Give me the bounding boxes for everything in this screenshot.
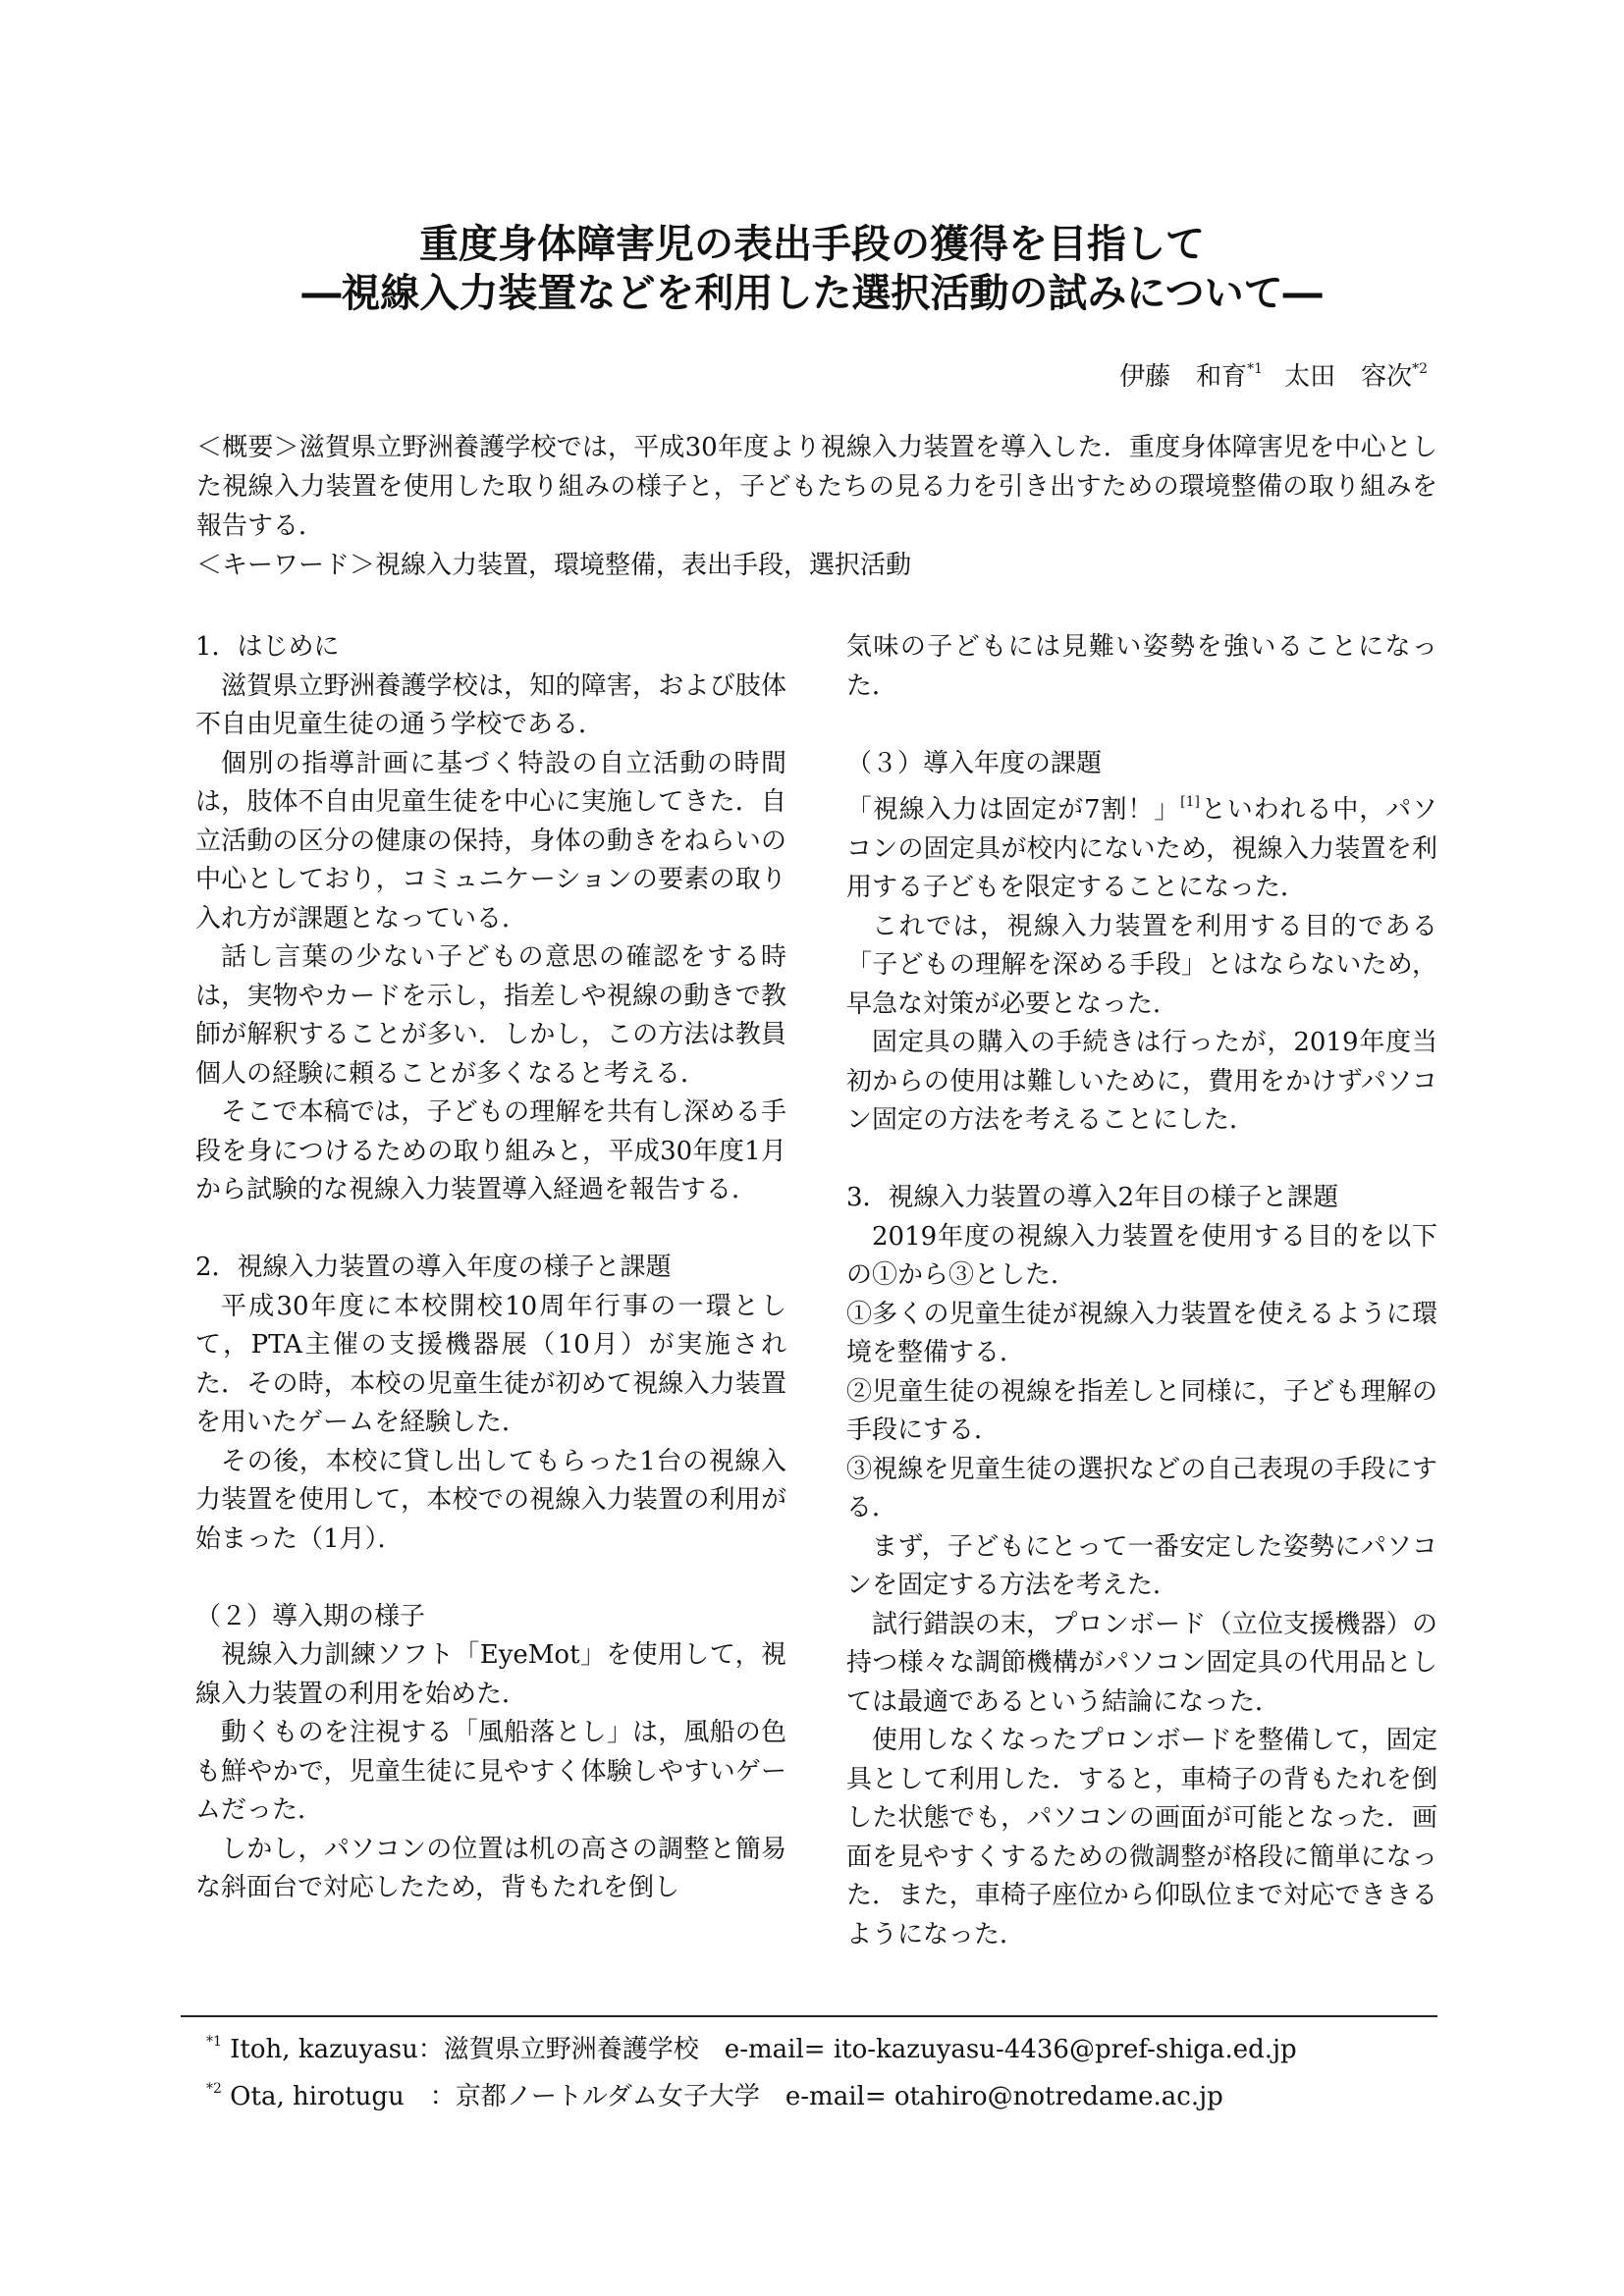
footnotes: [206, 2022, 1297, 2116]
subsection2-2-paragraph: しかし，パソコンの位置は机の高さの調整と簡易な斜面台で対応したため，背もたれを倒し: [195, 1834, 786, 1902]
section3-paragraph: 2019年度の視線入力装置を使用する目的を以下の①から③とした．: [846, 1221, 1437, 1290]
footnote-divider: [181, 2015, 1437, 2017]
citation-ref: [1]: [1180, 794, 1200, 810]
continued-paragraph: 気味の子どもには見難い姿勢を強いることになった．: [846, 632, 1437, 701]
subsection2-3-heading: （３）導入年度の課題: [846, 748, 1103, 778]
author-line: [1119, 351, 1428, 395]
paper-title-line2: ―視線入力装置などを利用した選択活動の試みについて―: [301, 271, 1323, 316]
left-column: [195, 628, 786, 1908]
subsection2-2-heading: （２）導入期の様子: [195, 1601, 426, 1631]
footnote-1: [206, 2022, 1297, 2069]
section3-paragraph: 試行錯誤の末，プロンボード（立位支援機器）の持つ様々な調節機構がパソコン固定具の代用品としては最適であるという結論になった．: [846, 1609, 1437, 1717]
author1-mark: *1: [1247, 361, 1264, 377]
section1-paragraph: 話し言葉の少ない子どもの意思の確認をする時は，実物やカードを示し，指差しや視線の動きで教師が解釈することが多い．しかし，この方法は教員個人の経験に頼ることが多くなると考える．: [195, 942, 786, 1089]
author2-mark: *2: [1412, 361, 1428, 377]
section3-list-item: ②児童生徒の視線を指差しと同様に，子ども理解の手段にする．: [846, 1376, 1437, 1445]
subsection2-2-paragraph: 動くものを注視する「風船落とし」は，風船の色も鮮やかで，児童生徒に見やすく体験しやすいゲームだった．: [195, 1718, 786, 1825]
author1-name: 伊藤 和育: [1119, 362, 1248, 392]
subsection2-2-paragraph: 視線入力訓練ソフト「EyeMot」を使用して，視線入力装置の利用を始めた．: [195, 1640, 786, 1709]
subsection2-3-paragraph: これでは，視線入力装置を利用する目的である「子どもの理解を深める手段」とはならないため，早急な対策が必要となった．: [846, 911, 1437, 1019]
right-column: [846, 628, 1437, 1954]
author2-name: 太田 容次: [1284, 362, 1413, 392]
quote-continuation: といわれる中，パソコンの固定具が校内にないため，視線入力装置を利用する子どもを限定することになった．: [846, 795, 1437, 902]
section1-paragraph: 個別の指導計画に基づく特設の自立活動の時間は，肢体不自由児童生徒を中心に実施してきた．自立活動の区分の健康の保持，身体の動きをねらいの中心としており，コミュニケーションの要素の取り入れ方が課題となっている．: [195, 748, 786, 934]
section3-heading: 3．視線入力装置の導入2年目の様子と課題: [846, 1183, 1339, 1212]
footnote-2-mark: *2: [206, 2081, 222, 2097]
section1-heading: 1．はじめに: [195, 632, 340, 662]
abstract-block: [196, 428, 1437, 585]
section3-list-item: ③視線を児童生徒の選択などの自己表現の手段にする．: [846, 1454, 1437, 1522]
footnote-1-mark: *1: [206, 2034, 222, 2050]
section1-paragraph: そこで本稿では，子どもの理解を共有し深める手段を身につけるための取り組みと，平成30年度1月から試験的な視線入力装置導入経過を報告する．: [195, 1097, 786, 1204]
section3-paragraph: まず，子どもにとって一番安定した姿勢にパソコンを固定する方法を考えた．: [846, 1531, 1437, 1600]
section1-paragraph: 滋賀県立野洲養護学校は，知的障害，および肢体不自由児童生徒の通う学校である．: [195, 670, 786, 739]
footnote-2-text: Ota, hirotugu ：京都ノートルダム女子大学 e-mail= otahiro@notredame.ac.jp: [221, 2082, 1223, 2111]
quote-text: 「視線入力は固定が7割！」: [846, 795, 1181, 825]
paper-title-line1: 重度身体障害児の表出手段の獲得を目指して: [419, 222, 1205, 267]
subsection2-3-paragraph: [846, 783, 1437, 908]
section3-list-item: ①多くの児童生徒が視線入力装置を使えるように環境を整備する．: [846, 1299, 1437, 1367]
abstract-keywords: ＜キーワード＞視線入力装置，環境整備，表出手段，選択活動: [196, 551, 912, 580]
footnote-2: [206, 2069, 1297, 2116]
abstract-summary: ＜概要＞滋賀県立野洲養護学校では，平成30年度より視線入力装置を導入した．重度身体障害児を中心とした視線入力装置を使用した取り組みの様子と，子どもたちの見る力を引き出すための環境整備の取り組みを報告する．: [196, 433, 1437, 541]
section2-paragraph: その後，本校に貸し出してもらった1台の視線入力装置を使用して，本校での視線入力装置の利用が始まった（1月）．: [195, 1446, 786, 1554]
section2-paragraph: 平成30年度に本校開校10周年行事の一環として，PTA主催の支援機器展（10月）が実施された．その時，本校の児童生徒が初めて視線入力装置を用いたゲームを経験した．: [195, 1291, 786, 1437]
subsection2-3-paragraph: 固定具の購入の手続きは行ったが，2019年度当初からの使用は難しいために，費用をかけずパソコン固定の方法を考えることにした．: [846, 1028, 1437, 1135]
footnote-1-text: Itoh, kazuyasu：滋賀県立野洲養護学校 e-mail= ito-kazuyasu-4436@pref-shiga.ed.jp: [221, 2035, 1297, 2064]
section2-heading: 2．視線入力装置の導入年度の様子と課題: [195, 1253, 672, 1282]
section3-paragraph: 使用しなくなったプロンボードを整備して，固定具として利用した．すると，車椅子の背もたれを倒した状態でも，パソコンの画面が可能となった．画面を見やすくするための微調整が格段に簡単になった．また，車椅子座位から仰臥位まで対応でききるようになった．: [846, 1726, 1437, 1949]
